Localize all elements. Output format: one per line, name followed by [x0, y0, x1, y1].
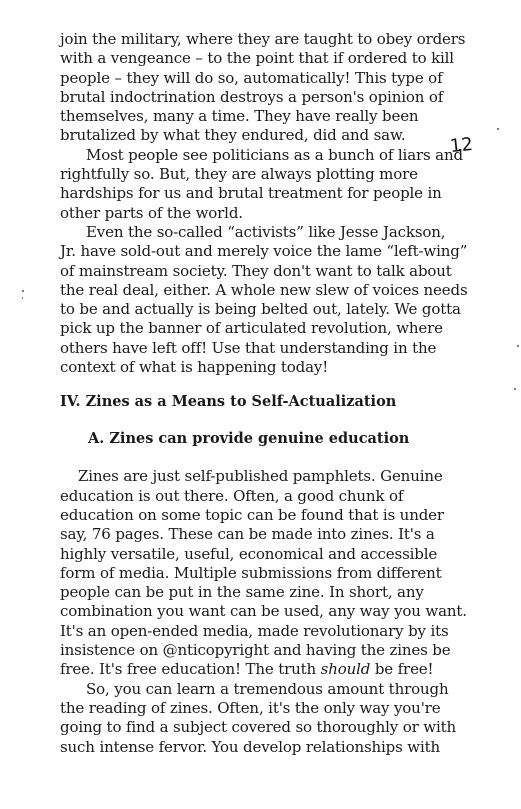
text-line: the reading of zines. Often, it's the only way you're: [60, 698, 441, 717]
paragraph-politicians: [60, 146, 500, 223]
text-line: context of what is happening today!: [60, 358, 329, 377]
text-segment: free. It's free education! The truth: [60, 660, 321, 679]
text-line: Zines are just self-published pamphlets. Genuine: [78, 467, 443, 486]
text-line: rightfully so. But, they are always plotting more: [60, 165, 418, 184]
paragraph-zines-education: [60, 467, 500, 679]
scan-speck: [497, 128, 499, 130]
text-line: It's an open-ended media, made revolutionary by its: [60, 621, 449, 640]
text-line: Even the so-called “activists” like Jesse Jackson,: [86, 222, 446, 241]
text-line: Jr. have sold-out and merely voice the lame “left-wing”: [60, 242, 468, 261]
text-line: brutal indoctrination destroys a person's opinion of: [60, 87, 444, 106]
text-line: say, 76 pages. These can be made into zines. It's a: [60, 525, 435, 544]
scan-speck: [22, 297, 23, 299]
paragraph-learn-through-zines: [60, 680, 500, 757]
text-segment: be free!: [370, 660, 434, 679]
text-line: pick up the banner of articulated revolution, where: [60, 319, 443, 338]
text-line: the real deal, either. A whole new slew of voices needs: [60, 280, 468, 299]
paragraph-military: [60, 30, 500, 146]
text-line: people – they will do so, automatically! This type of: [60, 68, 443, 87]
text-line: other parts of the world.: [60, 203, 243, 222]
text-line: brutalized by what they endured, did and saw.: [60, 126, 406, 145]
text-line: going to find a subject covered so thoroughly or with: [60, 718, 456, 737]
text-line: with a vengeance – to the point that if ordered to kill: [60, 49, 454, 68]
text-line: themselves, many a time. They have really been: [60, 107, 419, 126]
text-line: form of media. Multiple submissions from different: [60, 563, 442, 582]
text-line: [60, 660, 500, 679]
text-line: So, you can learn a tremendous amount through: [86, 679, 449, 698]
text-line: hardships for us and brutal treatment for people in: [60, 184, 442, 203]
text-line: combination you want can be used, any way you want.: [60, 602, 467, 621]
document-page: [60, 30, 500, 757]
subsection-heading: A. Zines can provide genuine education: [88, 430, 410, 448]
text-line: Most people see politicians as a bunch of liars and: [86, 145, 463, 164]
paragraph-activists: [60, 223, 500, 377]
section-heading: IV. Zines as a Means to Self-Actualization: [60, 393, 397, 411]
text-line: of mainstream society. They don't want to talk about: [60, 261, 452, 280]
text-line: education on some topic can be found that is under: [60, 505, 444, 524]
text-line: others have left off! Use that understanding in the: [60, 338, 437, 357]
emphasis-text: should: [320, 660, 371, 679]
text-line: join the military, where they are taught to obey orders: [60, 30, 466, 48]
handwritten-page-number: 12: [448, 133, 474, 158]
text-line: such intense fervor. You develop relationships with: [60, 737, 441, 756]
text-line: insistence on @nticopyright and having the zines be: [60, 641, 451, 660]
text-line: highly versatile, useful, economical and accessible: [60, 544, 438, 563]
text-line: to be and actually is being belted out, lately. We gotta: [60, 300, 461, 319]
scan-speck: [514, 388, 516, 390]
text-line: people can be put in the same zine. In short, any: [60, 583, 424, 602]
text-line: education is out there. Often, a good chunk of: [60, 486, 404, 505]
scan-speck: [22, 290, 24, 292]
scan-speck: [517, 345, 519, 347]
